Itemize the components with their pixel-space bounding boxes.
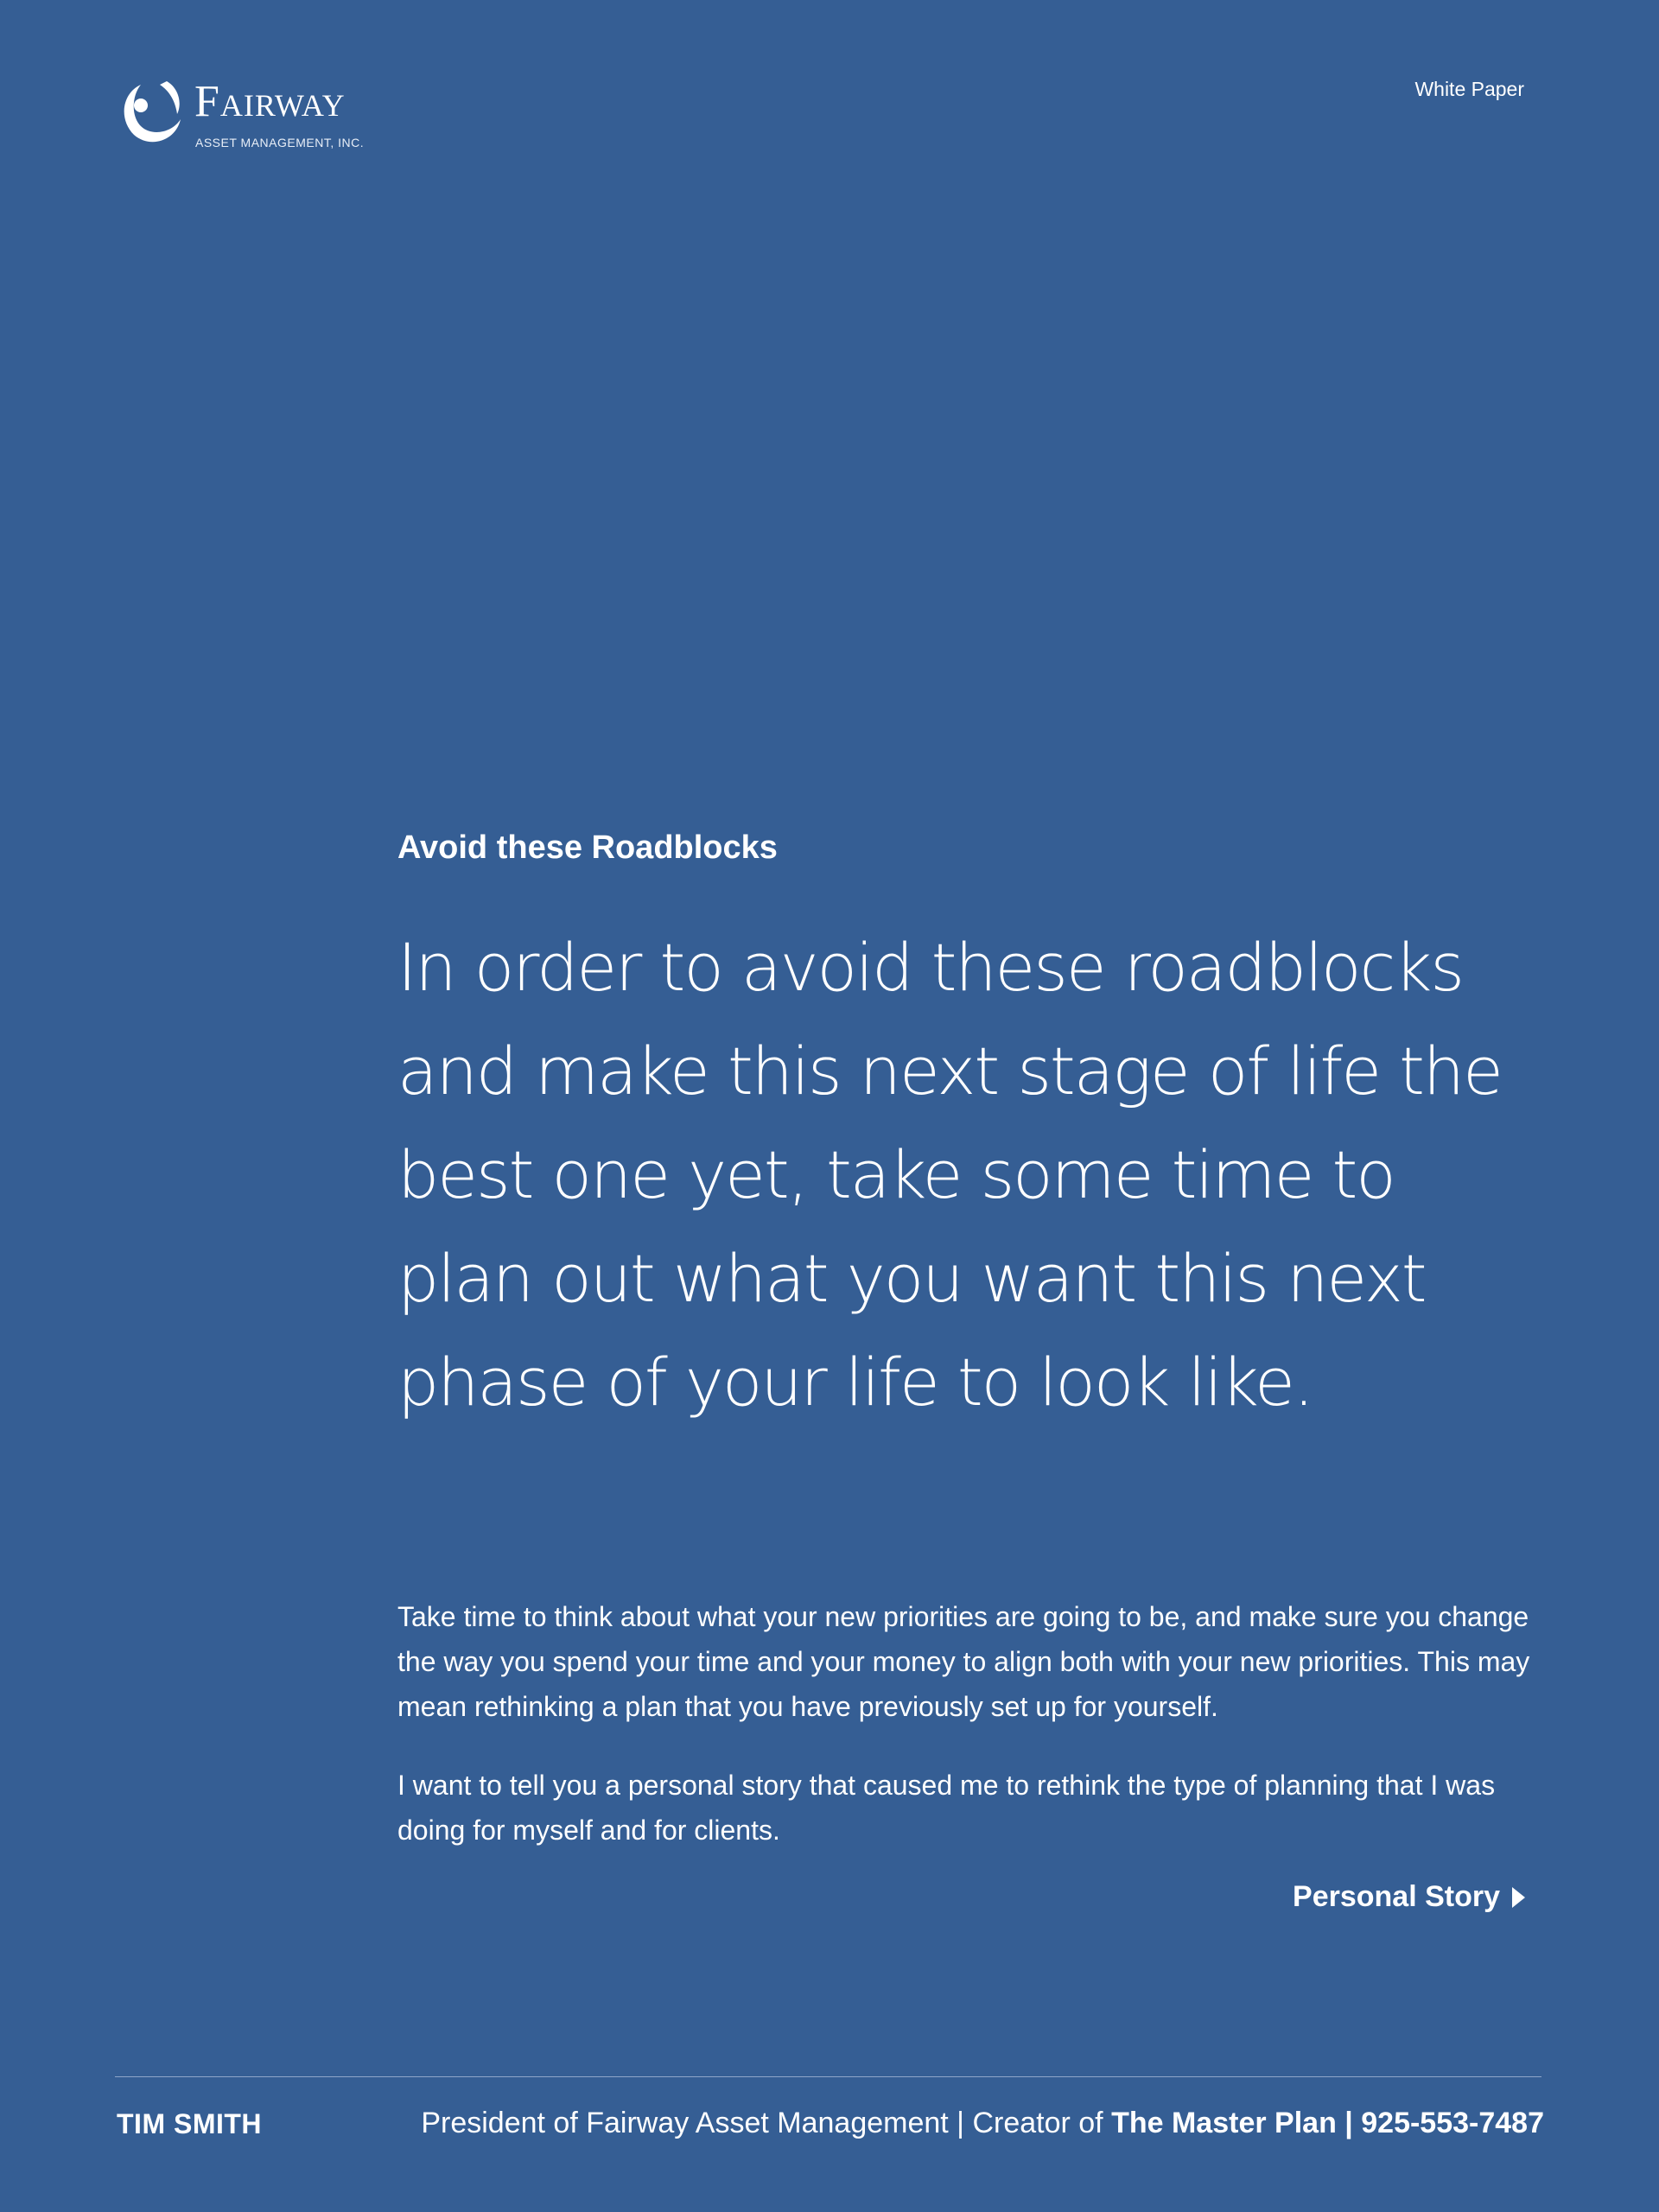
company-logo (115, 76, 391, 154)
logo-wordmark: Fairway (194, 77, 346, 126)
author-name: TIM SMITH (117, 2108, 263, 2139)
author-info (421, 2107, 1544, 2140)
document-type-label: White Paper (1414, 78, 1524, 100)
personal-story-link[interactable] (1293, 1880, 1525, 1914)
footer-divider (115, 2076, 1541, 2077)
personal-story-link-label: Personal Story (1293, 1880, 1500, 1913)
fairway-logo-icon (115, 76, 188, 149)
phone-number: | 925-553-7487 (1336, 2107, 1544, 2139)
section-title: Avoid these Roadblocks (397, 830, 778, 866)
body-paragraph-2: I want to tell you a personal story that caused me to rethink the type of planning that I was doing for myself and for clients. (397, 1770, 1496, 1846)
body-paragraph-1: Take time to think about what your new priorities are going to be, and make sure you change the way you spend your time and your money to align both with your new priorities. This may mean rethinking a plan that you have previously set up for yourself. (397, 1601, 1530, 1722)
master-plan-title: The Master Plan (1111, 2107, 1337, 2139)
author-role: President of Fairway Asset Management | Creator of (421, 2107, 1112, 2139)
play-arrow-icon (1512, 1887, 1525, 1908)
logo-subtitle: ASSET MANAGEMENT, INC. (195, 136, 365, 149)
lead-statement: In order to avoid these roadblocks and make this next stage of life the best one yet, take some time to plan out what you want this next phase of your life to look like. (397, 929, 1502, 1421)
